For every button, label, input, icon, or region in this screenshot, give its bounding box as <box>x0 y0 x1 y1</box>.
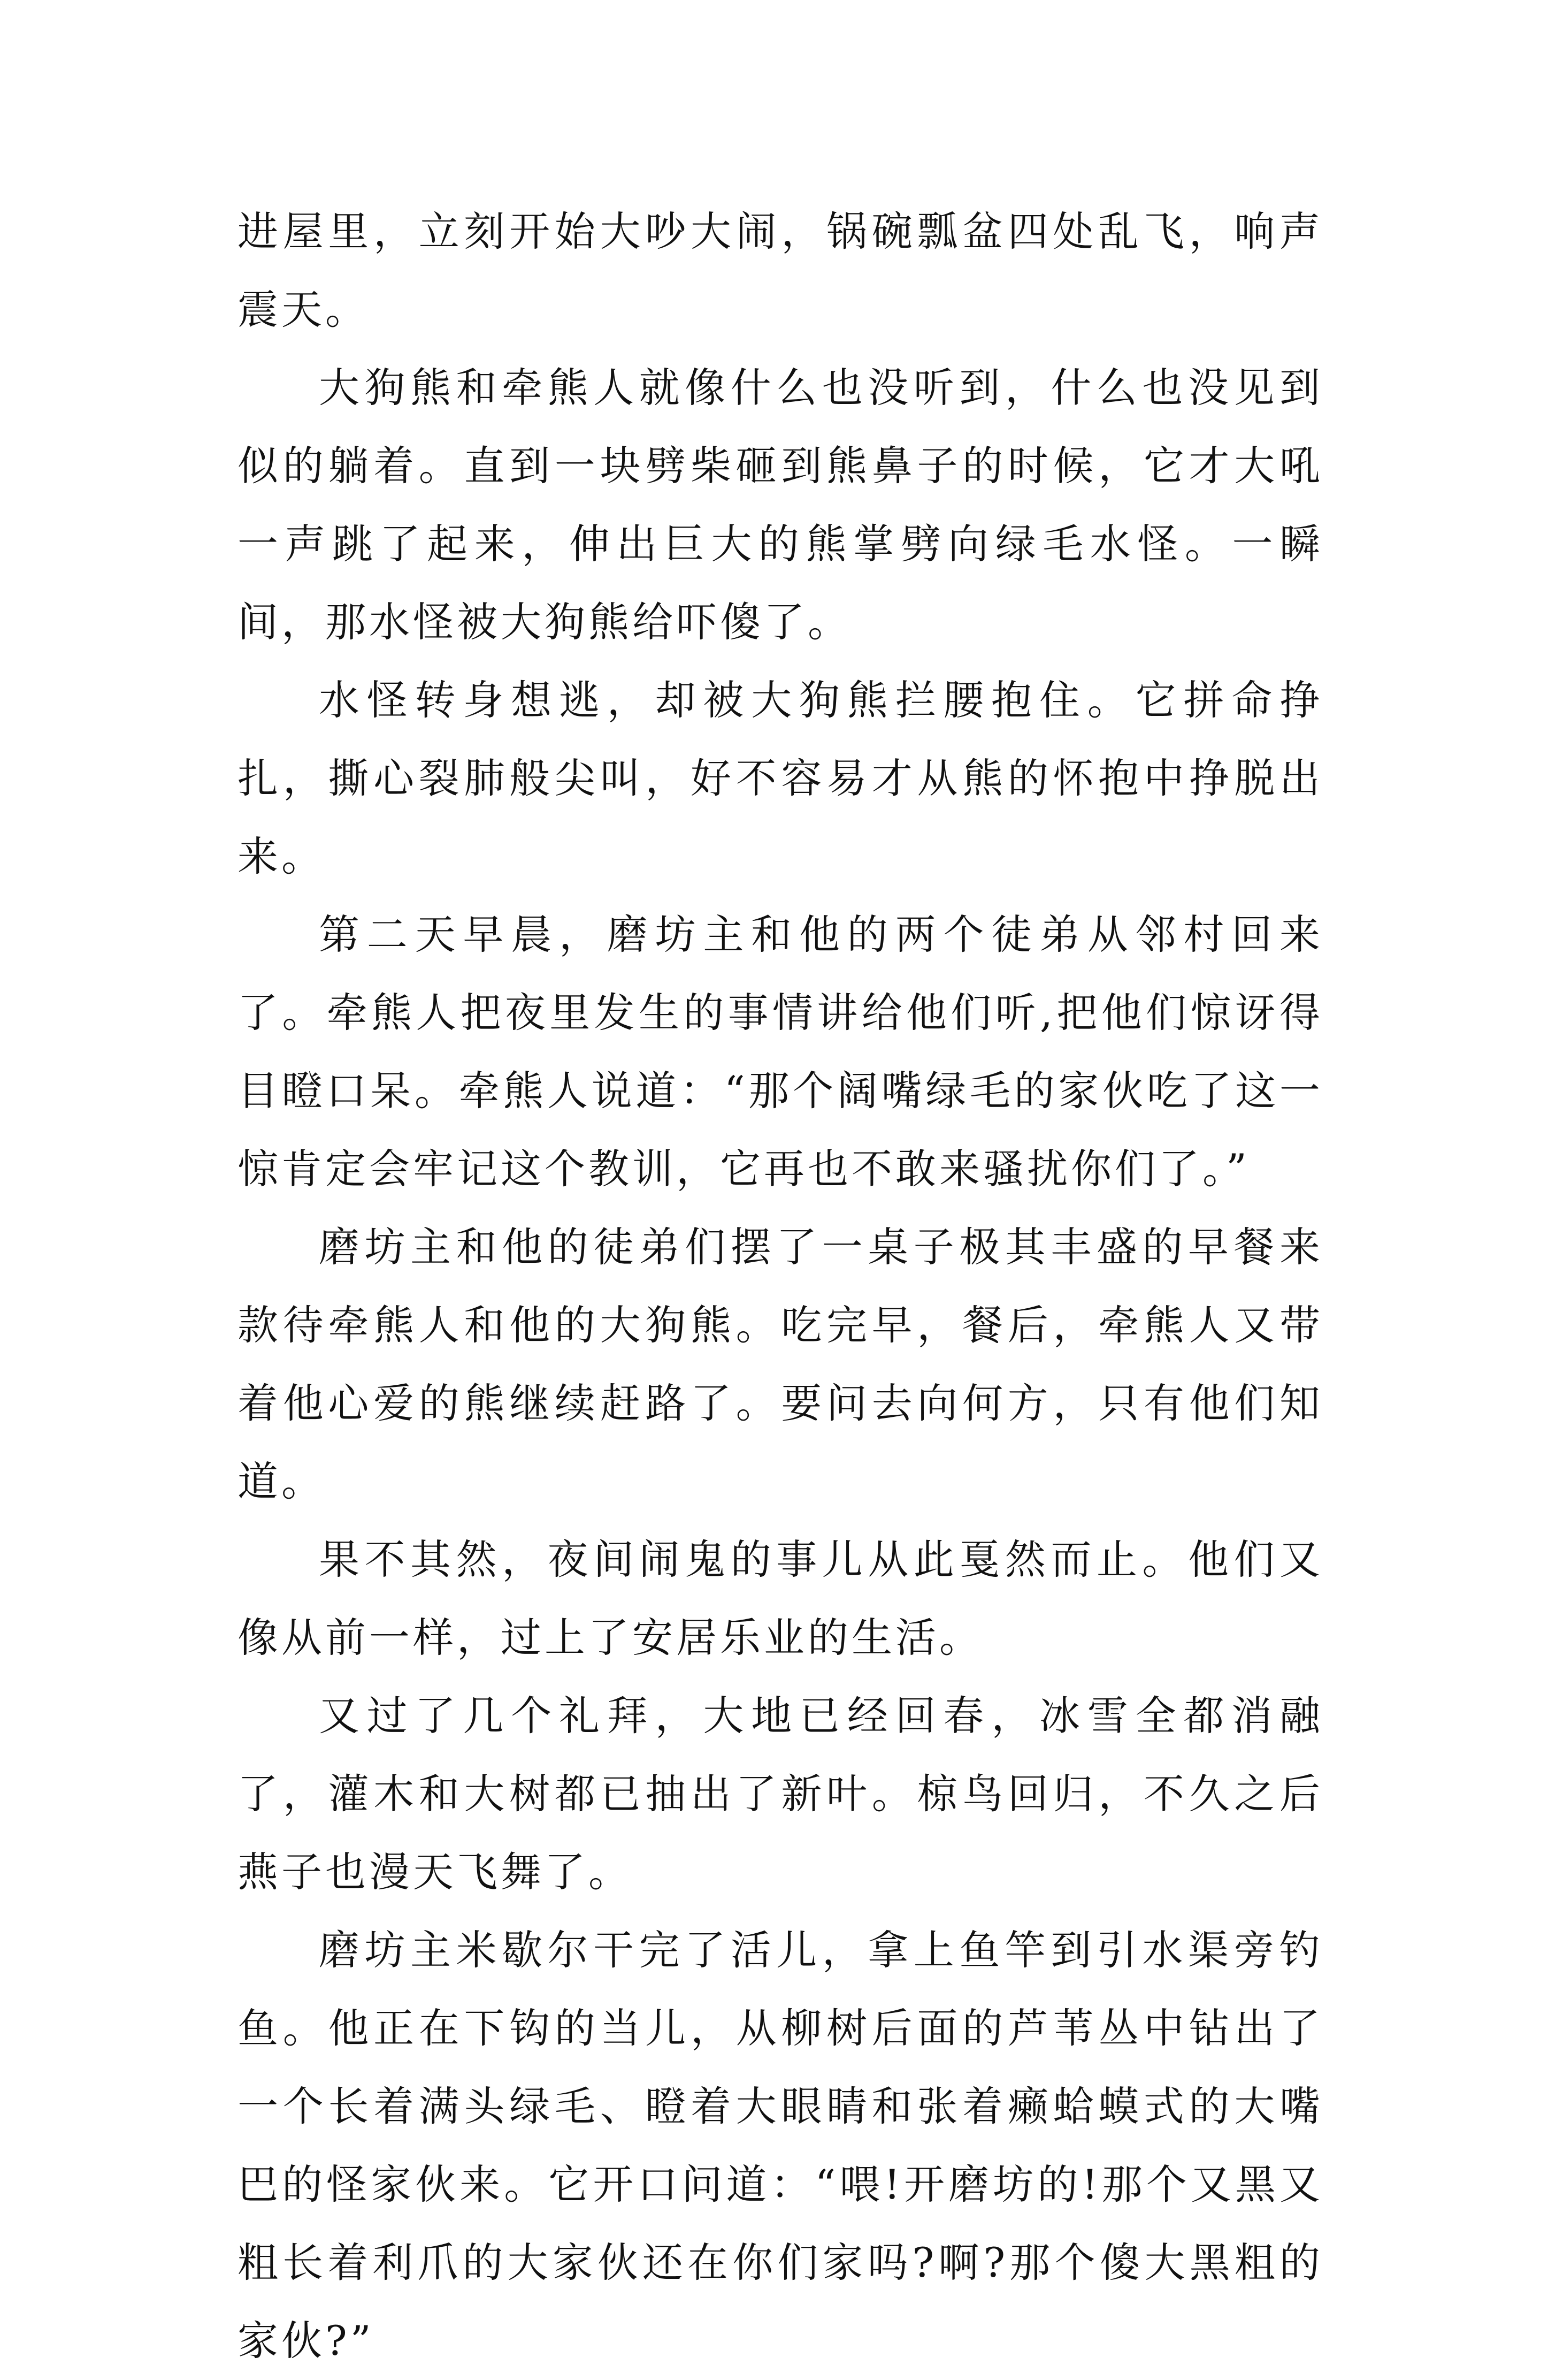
paragraph: 磨坊主和他的徒弟们摆了一桌子极其丰盛的早餐来款待牵熊人和他的大狗熊。吃完早，餐后，牵熊人又带着他心爱的熊继续赶路了。要问去向何方，只有他们知道。 <box>237 1223 1323 1505</box>
paragraph: 第二天早晨，磨坊主和他的两个徒弟从邻村回来了。牵熊人把夜里发生的事情讲给他们听,把他们惊讶得目瞪口呆。牵熊人说道：“那个阔嘴绿毛的家伙吃了这一惊肯定会牢记这个教训，它再也不敢来骚扰你们了。” <box>237 911 1323 1193</box>
paragraph: 果不其然，夜间闹鬼的事儿从此戛然而止。他们又像从前一样，过上了安居乐业的生活。 <box>237 1536 1323 1661</box>
paragraph: 水怪转身想逃，却被大狗熊拦腰抱住。它拼命挣扎，撕心裂肺般尖叫，好不容易才从熊的怀抱中挣脱出来。 <box>237 676 1323 880</box>
body-text <box>237 193 1323 2380</box>
paragraph: 磨坊主米歇尔干完了活儿，拿上鱼竿到引水渠旁钓鱼。他正在下钩的当儿，从柳树后面的芦苇丛中钻出了一个长着满头绿毛、瞪着大眼睛和张着癞蛤蟆式的大嘴巴的怪家伙来。它开口问道：“喂!开磨坊的!那个又黑又粗长着利爪的大家伙还在你们家吗?啊?那个傻大黑粗的家伙?” <box>237 1926 1323 2364</box>
paragraph: 大狗熊和牵熊人就像什么也没听到，什么也没见到似的躺着。直到一块劈柴砸到熊鼻子的时候，它才大吼一声跳了起来，伸出巨大的熊掌劈向绿毛水怪。一瞬间，那水怪被大狗熊给吓傻了。 <box>237 364 1323 646</box>
paragraph: 进屋里，立刻开始大吵大闹，锅碗瓢盆四处乱飞，响声震天。 <box>237 208 1323 333</box>
paragraph: 又过了几个礼拜，大地已经回春，冰雪全都消融了，灌木和大树都已抽出了新叶。椋鸟回归，不久之后燕子也漫天飞舞了。 <box>237 1692 1323 1896</box>
